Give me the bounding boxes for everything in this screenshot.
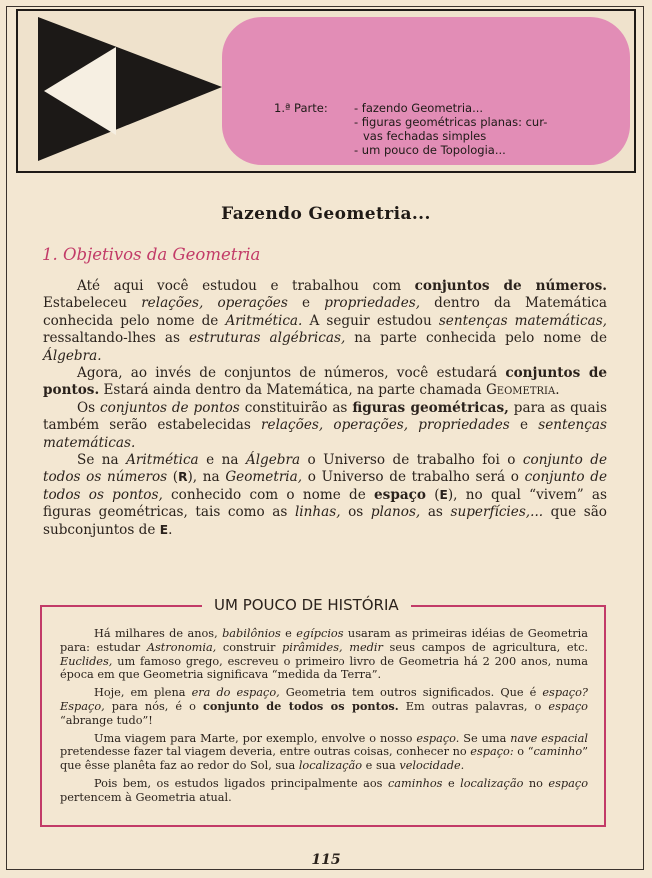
chapter-header [16, 9, 636, 173]
history-paragraph: Pois bem, os estudos ligados principalmente aos caminhos e localização no espaço pertencem à Geometria atual. [60, 776, 588, 804]
paragraph: Os conjuntos de pontos constituirão as figuras geométricas, para as quais também serão estabelecidas relações, operações, propriedades e sentenças matemáticas. [43, 399, 607, 451]
history-paragraph: Há milhares de anos, babilônios e egípcios usaram as primeiras idéias de Geometria para: estudar Astronomia, construir pirâmides, medir seus campos de agricultura, etc. Euclides, um famoso grego, escreveu o primeiro livro de Geometria há 2 200 anos, numa época em que Geometria significava “medida da Terra”. [60, 627, 588, 682]
part-summary [274, 101, 547, 157]
page-title: Fazendo Geometria... [221, 204, 431, 224]
history-box [40, 596, 606, 827]
part-item: - um pouco de Topologia... [354, 143, 506, 157]
part-item: vas fechadas simples [363, 129, 487, 143]
history-text [60, 627, 588, 809]
part-item: - figuras geométricas planas: cur- [354, 115, 548, 129]
history-title: UM POUCO DE HISTÓRIA [202, 595, 411, 615]
page-number: 115 [311, 852, 341, 868]
header-banner [222, 17, 630, 165]
history-paragraph: Uma viagem para Marte, por exemplo, envolve o nosso espaço. Se uma nave espacial pretendesse fazer tal viagem deveria, entre outras coisas, conhecer no espaço: o “caminho” que êsse planêta faz ao redor do Sol, sua localização e sua velocidade. [60, 731, 588, 773]
section-title: 1. Objetivos da Geometria [42, 245, 261, 264]
history-paragraph: Hoje, em plena era do espaço, Geometria tem outros significados. Que é espaço? Espaço, para nós, é o conjunto de todos os pontos. Em outras palavras, o espaço “abrange tudo”! [60, 686, 588, 727]
part-item: - fazendo Geometria... [354, 101, 484, 115]
paragraph: Se na Aritmética e na Álgebra o Universo de trabalho foi o conjunto de todos os números (R), na Geometria, o Universo de trabalho será o conjunto de todos os pontos, conhecido com o nome de espaço (E), no qual “vivem” as figuras geométricas, tais como as linhas, os planos, as superfícies,... que são subconjuntos de E. [43, 452, 607, 538]
body-text [43, 278, 607, 539]
paragraph: Agora, ao invés de conjuntos de números, você estudará conjuntos de pontos. Estará ainda dentro da Matemática, na parte chamada Geometria. [43, 365, 607, 399]
part-label: 1.ª Parte: [274, 101, 328, 115]
paragraph: Até aqui você estudou e trabalhou com conjuntos de números. Estabeleceu relações, operações e propriedades, dentro da Matemática conhecida pelo nome de Aritmética. A seguir estudou sentenças matemáticas, ressaltando-lhes as estruturas algébricas, na parte conhecida pelo nome de Álgebra. [43, 278, 608, 364]
triangle-logo-icon [38, 15, 222, 165]
